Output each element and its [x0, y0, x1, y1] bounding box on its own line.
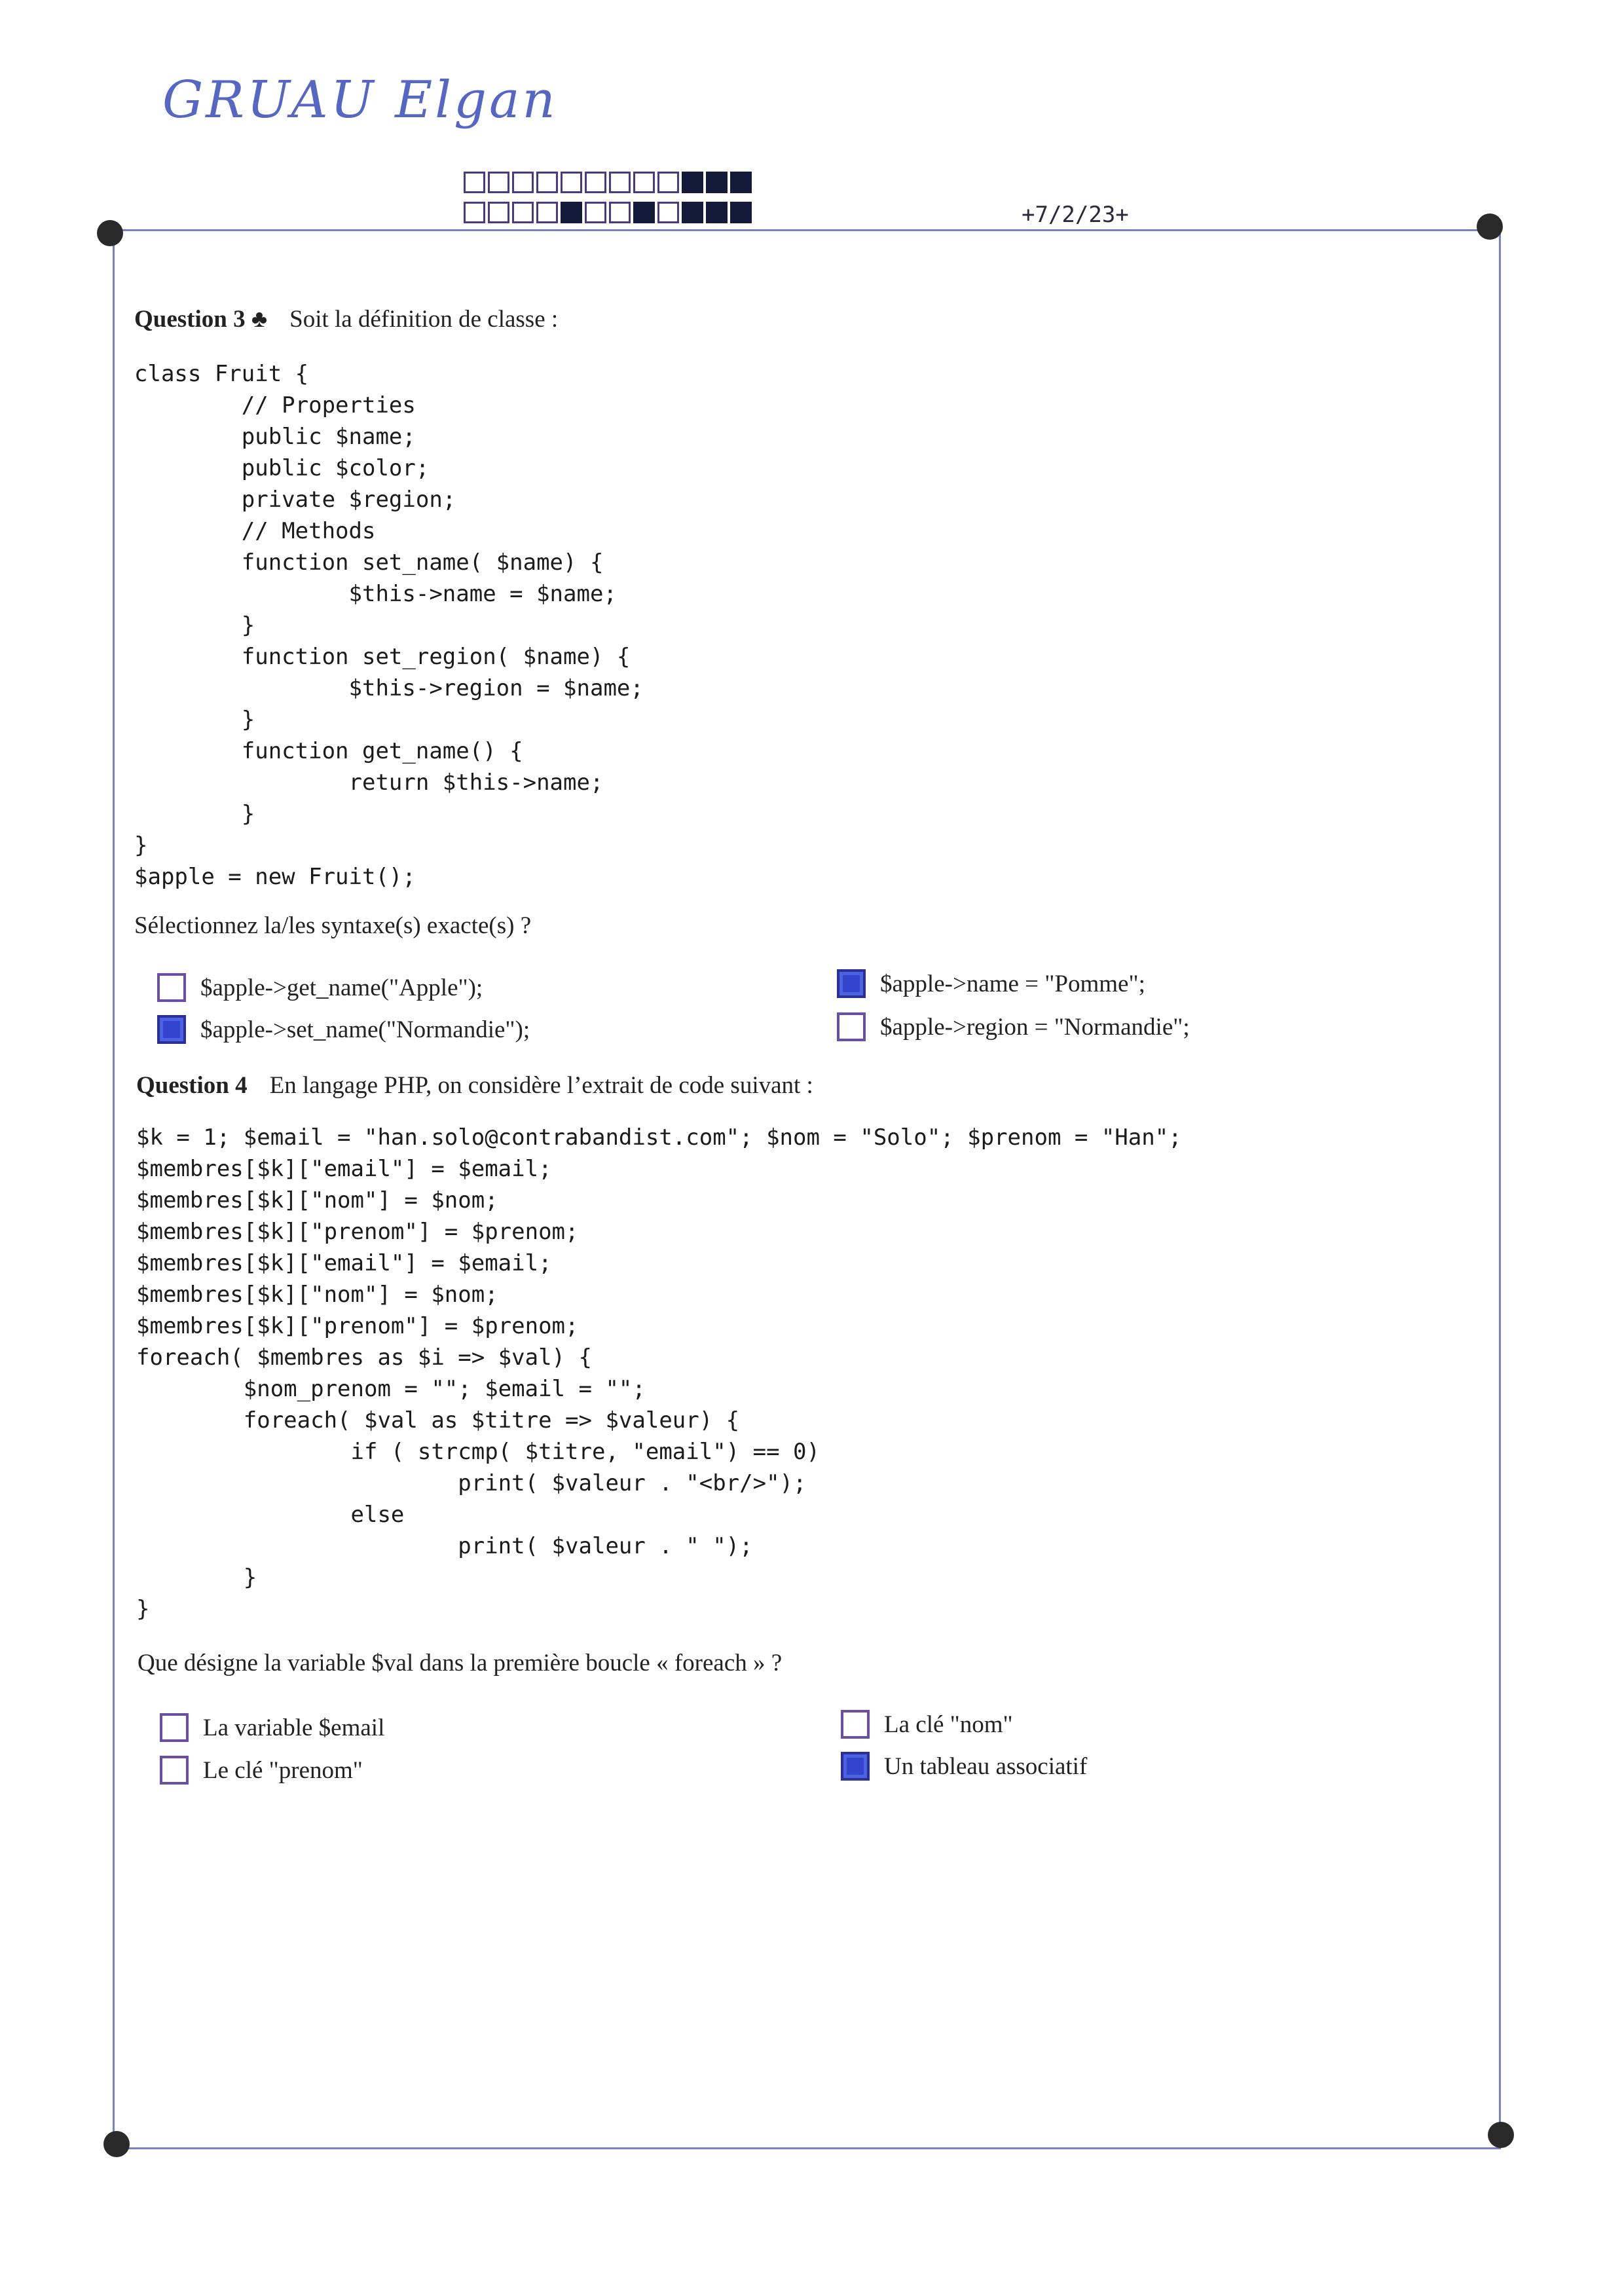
handwritten-student-name: GRUAU Elgan	[162, 71, 558, 130]
option-text: $apple->name = "Pomme";	[880, 970, 1145, 997]
barcode-cell-empty	[585, 202, 606, 223]
corner-marker-bottom-left	[103, 2131, 130, 2157]
question-3-label: Question 3 ♣	[134, 306, 268, 333]
checkbox-checked[interactable]	[837, 969, 866, 998]
option-text: $apple->get_name("Apple");	[200, 974, 483, 1001]
corner-marker-bottom-right	[1488, 2122, 1514, 2148]
barcode-cell-filled	[633, 202, 655, 223]
barcode-cell-empty	[512, 172, 534, 193]
barcode-cell-filled	[682, 172, 703, 193]
question-3-option-2[interactable]	[157, 1015, 530, 1044]
question-4-header	[136, 1071, 813, 1100]
option-text: $apple->set_name("Normandie");	[200, 1016, 530, 1043]
barcode-cell-empty	[488, 202, 509, 223]
barcode-row-2	[464, 202, 754, 227]
corner-marker-top-right	[1477, 213, 1503, 240]
barcode-cell-empty	[536, 172, 558, 193]
checkbox[interactable]	[837, 1012, 866, 1041]
question-4-code: $k = 1; $email = "han.solo@contrabandist.com"; $nom = "Solo"; $prenom = "Han"; $membres[$k]["email"] = $email; $membres[$k]["nom"] = $nom; $membres[$k]["prenom"] = $prenom; $membres[$k]["email"] = $email; $membres[$k]["nom"] = $nom; $membres[$k]["prenom"] = $prenom; foreach( $membres as $i => $val) { $nom_prenom = ""; $email = ""; foreach( $val as $titre => $valeur) { if ( strcmp( $titre, "email") == 0) print( $valeur . "<br/>"); else print( $valeur . " "); } }	[136, 1124, 1182, 1622]
question-4-instruction: Que désigne la variable $val dans la première boucle « foreach » ?	[138, 1650, 783, 1676]
question-4-label: Question 4	[136, 1072, 248, 1099]
checkbox[interactable]	[160, 1713, 189, 1742]
question-3-option-4[interactable]	[837, 1012, 1190, 1041]
barcode-cell-filled	[730, 202, 752, 223]
barcode-cell-empty	[536, 202, 558, 223]
barcode-cell-empty	[609, 202, 631, 223]
barcode-cell-empty	[633, 172, 655, 193]
barcode-cell-empty	[488, 172, 509, 193]
question-3-option-3[interactable]	[837, 969, 1145, 998]
barcode-cell-filled	[561, 202, 582, 223]
option-text: La variable $email	[203, 1714, 385, 1741]
barcode-row-1	[464, 172, 754, 196]
question-3-option-1[interactable]	[157, 973, 483, 1002]
question-4-option-2[interactable]	[160, 1756, 363, 1785]
question-4-option-3[interactable]	[841, 1710, 1013, 1739]
barcode-cell-empty	[657, 172, 679, 193]
barcode-cell-empty	[585, 172, 606, 193]
barcode-cell-empty	[609, 172, 631, 193]
barcode-cell-filled	[682, 202, 703, 223]
question-4-option-1[interactable]	[160, 1713, 384, 1742]
page-identifier: +7/2/23+	[1022, 202, 1129, 228]
barcode-cell-empty	[464, 172, 485, 193]
question-4-prompt: En langage PHP, on considère l’extrait de code suivant :	[269, 1072, 813, 1099]
corner-marker-top-left	[97, 220, 123, 246]
checkbox-checked[interactable]	[841, 1752, 870, 1781]
question-4-option-4[interactable]	[841, 1752, 1087, 1781]
option-text: Le clé "prenom"	[203, 1756, 363, 1784]
barcode-cell-filled	[706, 202, 728, 223]
question-3-header	[134, 305, 558, 333]
option-text: La clé "nom"	[884, 1711, 1013, 1738]
option-text: Un tableau associatif	[884, 1752, 1088, 1780]
barcode-cell-empty	[561, 172, 582, 193]
checkbox[interactable]	[841, 1710, 870, 1739]
question-3-code: class Fruit { // Properties public $name; public $color; private $region; // Methods function set_name( $name) { $this->name = $name; } function set_region( $name) { $this->region = $name; } function get_name() { return $this->name; } } $apple = new Fruit();	[134, 361, 644, 890]
question-3-prompt: Soit la définition de classe :	[289, 306, 559, 333]
barcode-cell-filled	[730, 172, 752, 193]
barcode-cell-empty	[512, 202, 534, 223]
question-3-instruction: Sélectionnez la/les syntaxe(s) exacte(s) ?	[134, 912, 532, 939]
checkbox[interactable]	[157, 973, 186, 1002]
checkbox-checked[interactable]	[157, 1015, 186, 1044]
checkbox[interactable]	[160, 1756, 189, 1785]
option-text: $apple->region = "Normandie";	[880, 1013, 1190, 1041]
barcode-cell-empty	[464, 202, 485, 223]
barcode-cell-filled	[706, 172, 728, 193]
barcode-cell-empty	[657, 202, 679, 223]
